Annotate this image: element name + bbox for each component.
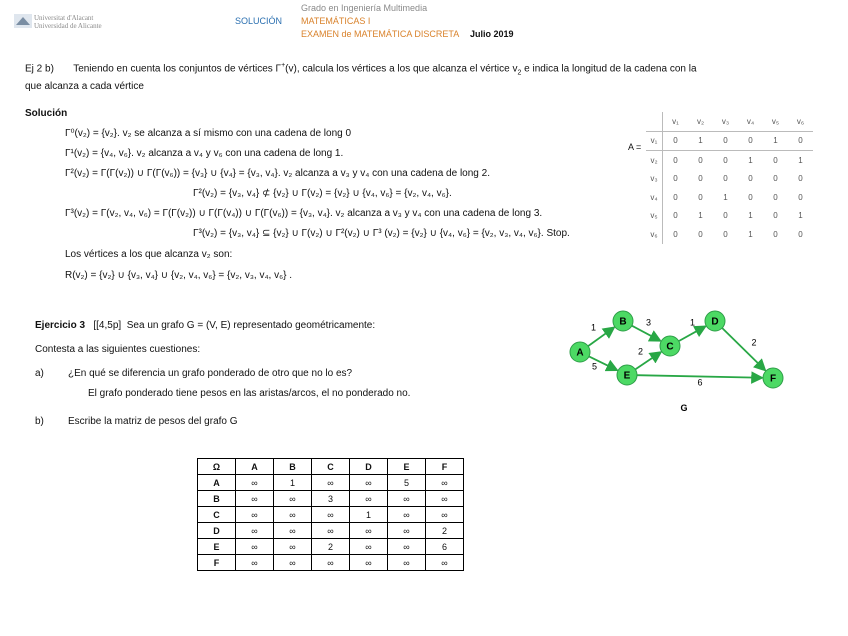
weights-cell: ∞ [388, 523, 426, 539]
ej2-statement-line2: que alcanza a cada vértice [25, 81, 144, 92]
matrix-cell: 0 [663, 131, 689, 151]
graph-node-label: B [619, 316, 627, 328]
matrix-row-header: v₂ [646, 151, 663, 170]
weights-cell: F [426, 459, 464, 475]
matrix-row [646, 188, 813, 207]
weights-cell: ∞ [312, 507, 350, 523]
weights-cell: F [198, 555, 236, 571]
matrix-row [646, 170, 813, 189]
matrix-cell: 1 [748, 155, 753, 165]
matrix-row-header: v₅ [646, 207, 663, 226]
matrix-cell: 0 [748, 192, 753, 202]
matrix-cell: 0 [773, 211, 778, 221]
weights-row [198, 555, 464, 571]
matrix-cell: 0 [698, 192, 703, 202]
univ-line-1: Universitat d'Alacant [34, 14, 94, 22]
ej3-statement [35, 320, 375, 331]
ej3-text: Sea un grafo G = (V, E) representado geométricamente: [126, 320, 376, 331]
sol-line-2: Γ²(v₂) = Γ(Γ(v₂)) ∪ Γ(Γ(v₆)) = {v₃} ∪ {v₄} = {v₃, v₄}. v₂ alcanza a v₃ y v₄ con una cadena de long 2. [65, 168, 490, 179]
edge-weight: 1 [689, 317, 696, 328]
matrix-col-header: v₄ [738, 112, 763, 131]
weights-cell: ∞ [312, 555, 350, 571]
matrix-cell: 1 [698, 211, 703, 221]
sol-line-1: Γ¹(v₂) = {v₄, v₆}. v₂ alcanza a v₄ y v₆ con una cadena de long 1. [65, 148, 344, 159]
matrix-cell: 0 [723, 211, 728, 221]
weights-cell: ∞ [426, 491, 464, 507]
weights-cell: A [236, 459, 274, 475]
matrix-row [646, 131, 813, 151]
weights-cell: ∞ [274, 523, 312, 539]
ej3-contesta: Contesta a las siguientes cuestiones: [35, 344, 201, 355]
matrix-row-header: v₄ [646, 188, 663, 207]
matrix-cell: 0 [698, 155, 703, 165]
weights-cell: ∞ [274, 491, 312, 507]
matrix-cell: 0 [698, 229, 703, 239]
matrix-cell: 1 [723, 192, 728, 202]
edge-weight: 5 [591, 361, 598, 372]
sol-line-3: Γ²(v₂) = {v₃, v₄} ⊄ {v₂} ∪ Γ(v₂) = {v₂} ∪ {v₄, v₆} = {v₂, v₄, v₆}. [193, 188, 452, 199]
weights-cell: 3 [312, 491, 350, 507]
matrix-cell: 0 [673, 211, 678, 221]
matrix-col-header: v₁ [663, 112, 689, 131]
matrix-col-header: v₆ [788, 112, 813, 131]
graph-node-label: D [711, 316, 719, 328]
weights-cell: ∞ [350, 475, 388, 491]
matrix-cell: 0 [673, 192, 678, 202]
weights-cell: ∞ [312, 523, 350, 539]
matrix-cell: 0 [773, 155, 778, 165]
edge-weight: 3 [645, 317, 652, 328]
weights-cell: ∞ [236, 539, 274, 555]
solucion-tag: SOLUCIÓN [235, 16, 283, 26]
edge-weight: 2 [637, 346, 644, 357]
weights-cell: 6 [426, 539, 464, 555]
weights-cell: ∞ [426, 507, 464, 523]
matrix-cell: 0 [798, 229, 803, 239]
sol-line-5: Γ³(v₂) = {v₃, v₄} ⊆ {v₂} ∪ Γ(v₂) ∪ Γ²(v₂) ∪ Γ³ (v₂) = {v₂} ∪ {v₄, v₆} = {v₂, v₃, v₄, v₆}. Stop. [193, 228, 570, 239]
ej2-text-a: Teniendo en cuenta los conjuntos de vértices Γ [73, 63, 282, 75]
graph-edge [722, 328, 765, 370]
weights-cell: ∞ [388, 539, 426, 555]
weights-table [197, 458, 464, 571]
weights-cell: B [274, 459, 312, 475]
weights-cell: ∞ [236, 507, 274, 523]
weights-cell: A [198, 475, 236, 491]
qa-question: ¿En qué se diferencia un grafo ponderado de otro que no lo es? [68, 368, 353, 379]
weights-cell: 1 [350, 507, 388, 523]
weights-cell: ∞ [236, 555, 274, 571]
matrix-cell: 0 [698, 174, 703, 184]
qa-answer: El grafo ponderado tiene pesos en las aristas/arcos, el no ponderado no. [88, 388, 411, 399]
ej3-points: [[4,5p] [93, 320, 122, 331]
matrix-cell: 0 [773, 192, 778, 202]
weights-cell: ∞ [236, 475, 274, 491]
matrix-cell: 0 [723, 174, 728, 184]
matrix-cell: 0 [673, 174, 678, 184]
matrix-cell: 1 [748, 211, 753, 221]
weights-cell: C [312, 459, 350, 475]
weights-cell: ∞ [388, 491, 426, 507]
fecha: Julio 2019 [470, 29, 514, 39]
weights-cell: 2 [426, 523, 464, 539]
solucion-heading: Solución [25, 108, 68, 119]
weights-cell: 2 [312, 539, 350, 555]
graph-node-label: E [623, 370, 631, 382]
matrix-cell: 0 [773, 229, 778, 239]
graph-edge [679, 326, 706, 341]
grado-line: Grado en Ingeniería Multimedia [301, 3, 428, 13]
matrix-cell: 0 [738, 131, 763, 151]
weights-cell: Ω [198, 459, 236, 475]
weights-cell: E [388, 459, 426, 475]
weights-cell: ∞ [350, 555, 388, 571]
edge-weight: 2 [751, 337, 757, 348]
graph-node-label: A [576, 347, 584, 359]
weights-cell: ∞ [236, 523, 274, 539]
matrix-cell: 1 [798, 211, 803, 221]
matrix-row-header: v₃ [646, 170, 663, 189]
examen-line: EXAMEN de MATEMÁTICA DISCRETA [301, 29, 460, 39]
weights-row [198, 523, 464, 539]
weights-header-row [198, 459, 464, 475]
matrix-cell: 0 [773, 174, 778, 184]
edge-weight: 1 [590, 322, 597, 333]
weights-cell: ∞ [388, 507, 426, 523]
weights-cell: E [198, 539, 236, 555]
weights-row [198, 491, 464, 507]
matrix-cell: 0 [723, 155, 728, 165]
matrix-cell: 0 [673, 155, 678, 165]
matrix-cell: 0 [788, 131, 813, 151]
graph-label: G [680, 403, 688, 413]
matrix-cell: 0 [798, 192, 803, 202]
sol-line-7: R(v₂) = {v₂} ∪ {v₃, v₄} ∪ {v₂, v₄, v₆} = {v₂, v₃, v₄, v₆} . [65, 270, 293, 281]
ej2-label: Ej 2 b) [25, 63, 54, 75]
matrix-label: A = [628, 142, 642, 152]
weights-cell: 5 [388, 475, 426, 491]
ej2-text-b: (v), calcula los vértices a los que alcanza el vértice v [285, 63, 518, 75]
matrix-row-header: v₆ [646, 225, 663, 244]
matrix-row [646, 225, 813, 244]
edge-weight: 6 [697, 377, 703, 388]
sol-line-6: Los vértices a los que alcanza v₂ son: [65, 249, 233, 260]
graph-node-label: C [666, 341, 674, 353]
weights-cell: ∞ [350, 539, 388, 555]
weights-cell: B [198, 491, 236, 507]
sol-line-0: Γ⁰(v₂) = {v₂}. v₂ se alcanza a sí mismo con una cadena de long 0 [65, 128, 352, 139]
qb-label: b) [35, 416, 44, 427]
matrix-cell: 1 [748, 229, 753, 239]
weights-cell: ∞ [350, 491, 388, 507]
weights-cell: ∞ [274, 539, 312, 555]
matrix-row-header: v₁ [646, 131, 663, 151]
matrix-header-row [646, 112, 813, 131]
matrix-cell: 0 [723, 229, 728, 239]
matrix-cell: 1 [763, 131, 788, 151]
asignatura-line: MATEMÁTICAS I [301, 16, 371, 26]
qa-label: a) [35, 368, 44, 379]
matrix-cell: 1 [688, 131, 713, 151]
weights-cell: ∞ [274, 555, 312, 571]
ej2-text-c: e indica la longitud de la cadena con la [521, 63, 697, 75]
matrix-row [646, 151, 813, 170]
weights-cell: C [198, 507, 236, 523]
weights-cell: ∞ [236, 491, 274, 507]
matrix-col-header: v₂ [688, 112, 713, 131]
matrix-col-header: v₃ [713, 112, 738, 131]
weights-cell: ∞ [312, 475, 350, 491]
weights-cell: D [198, 523, 236, 539]
weights-cell: ∞ [426, 475, 464, 491]
matrix-cell: 1 [798, 155, 803, 165]
weights-cell: 1 [274, 475, 312, 491]
sol-line-4: Γ³(v₂) = Γ(v₂, v₄, v₆) = Γ(Γ(v₂)) ∪ Γ(Γ(v₄)) ∪ Γ(Γ(v₆)) = {v₃, v₄}. v₂ alcanza a v₃ y v₄ con una cadena de long 3. [65, 208, 543, 219]
univ-line-2: Universidad de Alicante [34, 22, 102, 30]
weights-row [198, 539, 464, 555]
adjacency-matrix [646, 112, 813, 244]
graph-node-label: F [769, 373, 777, 385]
weights-cell: D [350, 459, 388, 475]
weights-cell: ∞ [274, 507, 312, 523]
graph-g [560, 305, 800, 415]
matrix-cell: 0 [713, 131, 738, 151]
weights-row [198, 475, 464, 491]
university-logo-icon [14, 14, 32, 28]
weights-cell: ∞ [388, 555, 426, 571]
graph-edge [632, 326, 660, 341]
qb-question: Escribe la matriz de pesos del grafo G [68, 416, 238, 427]
matrix-col-header: v₅ [763, 112, 788, 131]
weights-cell: ∞ [350, 523, 388, 539]
ej2-statement: Ej 2 b) Teniendo en cuenta los conjuntos de vértices Γ+(v), calcula los vértices a los que alcanza el vértice $v_2$ e indica la longitud de la cadena con la [25, 62, 697, 77]
weights-cell: ∞ [426, 555, 464, 571]
matrix-cell: 0 [748, 174, 753, 184]
matrix-cell: 0 [798, 174, 803, 184]
weights-row [198, 507, 464, 523]
matrix-row [646, 207, 813, 226]
matrix-cell: 0 [673, 229, 678, 239]
ej3-title: Ejercicio 3 [35, 320, 86, 331]
